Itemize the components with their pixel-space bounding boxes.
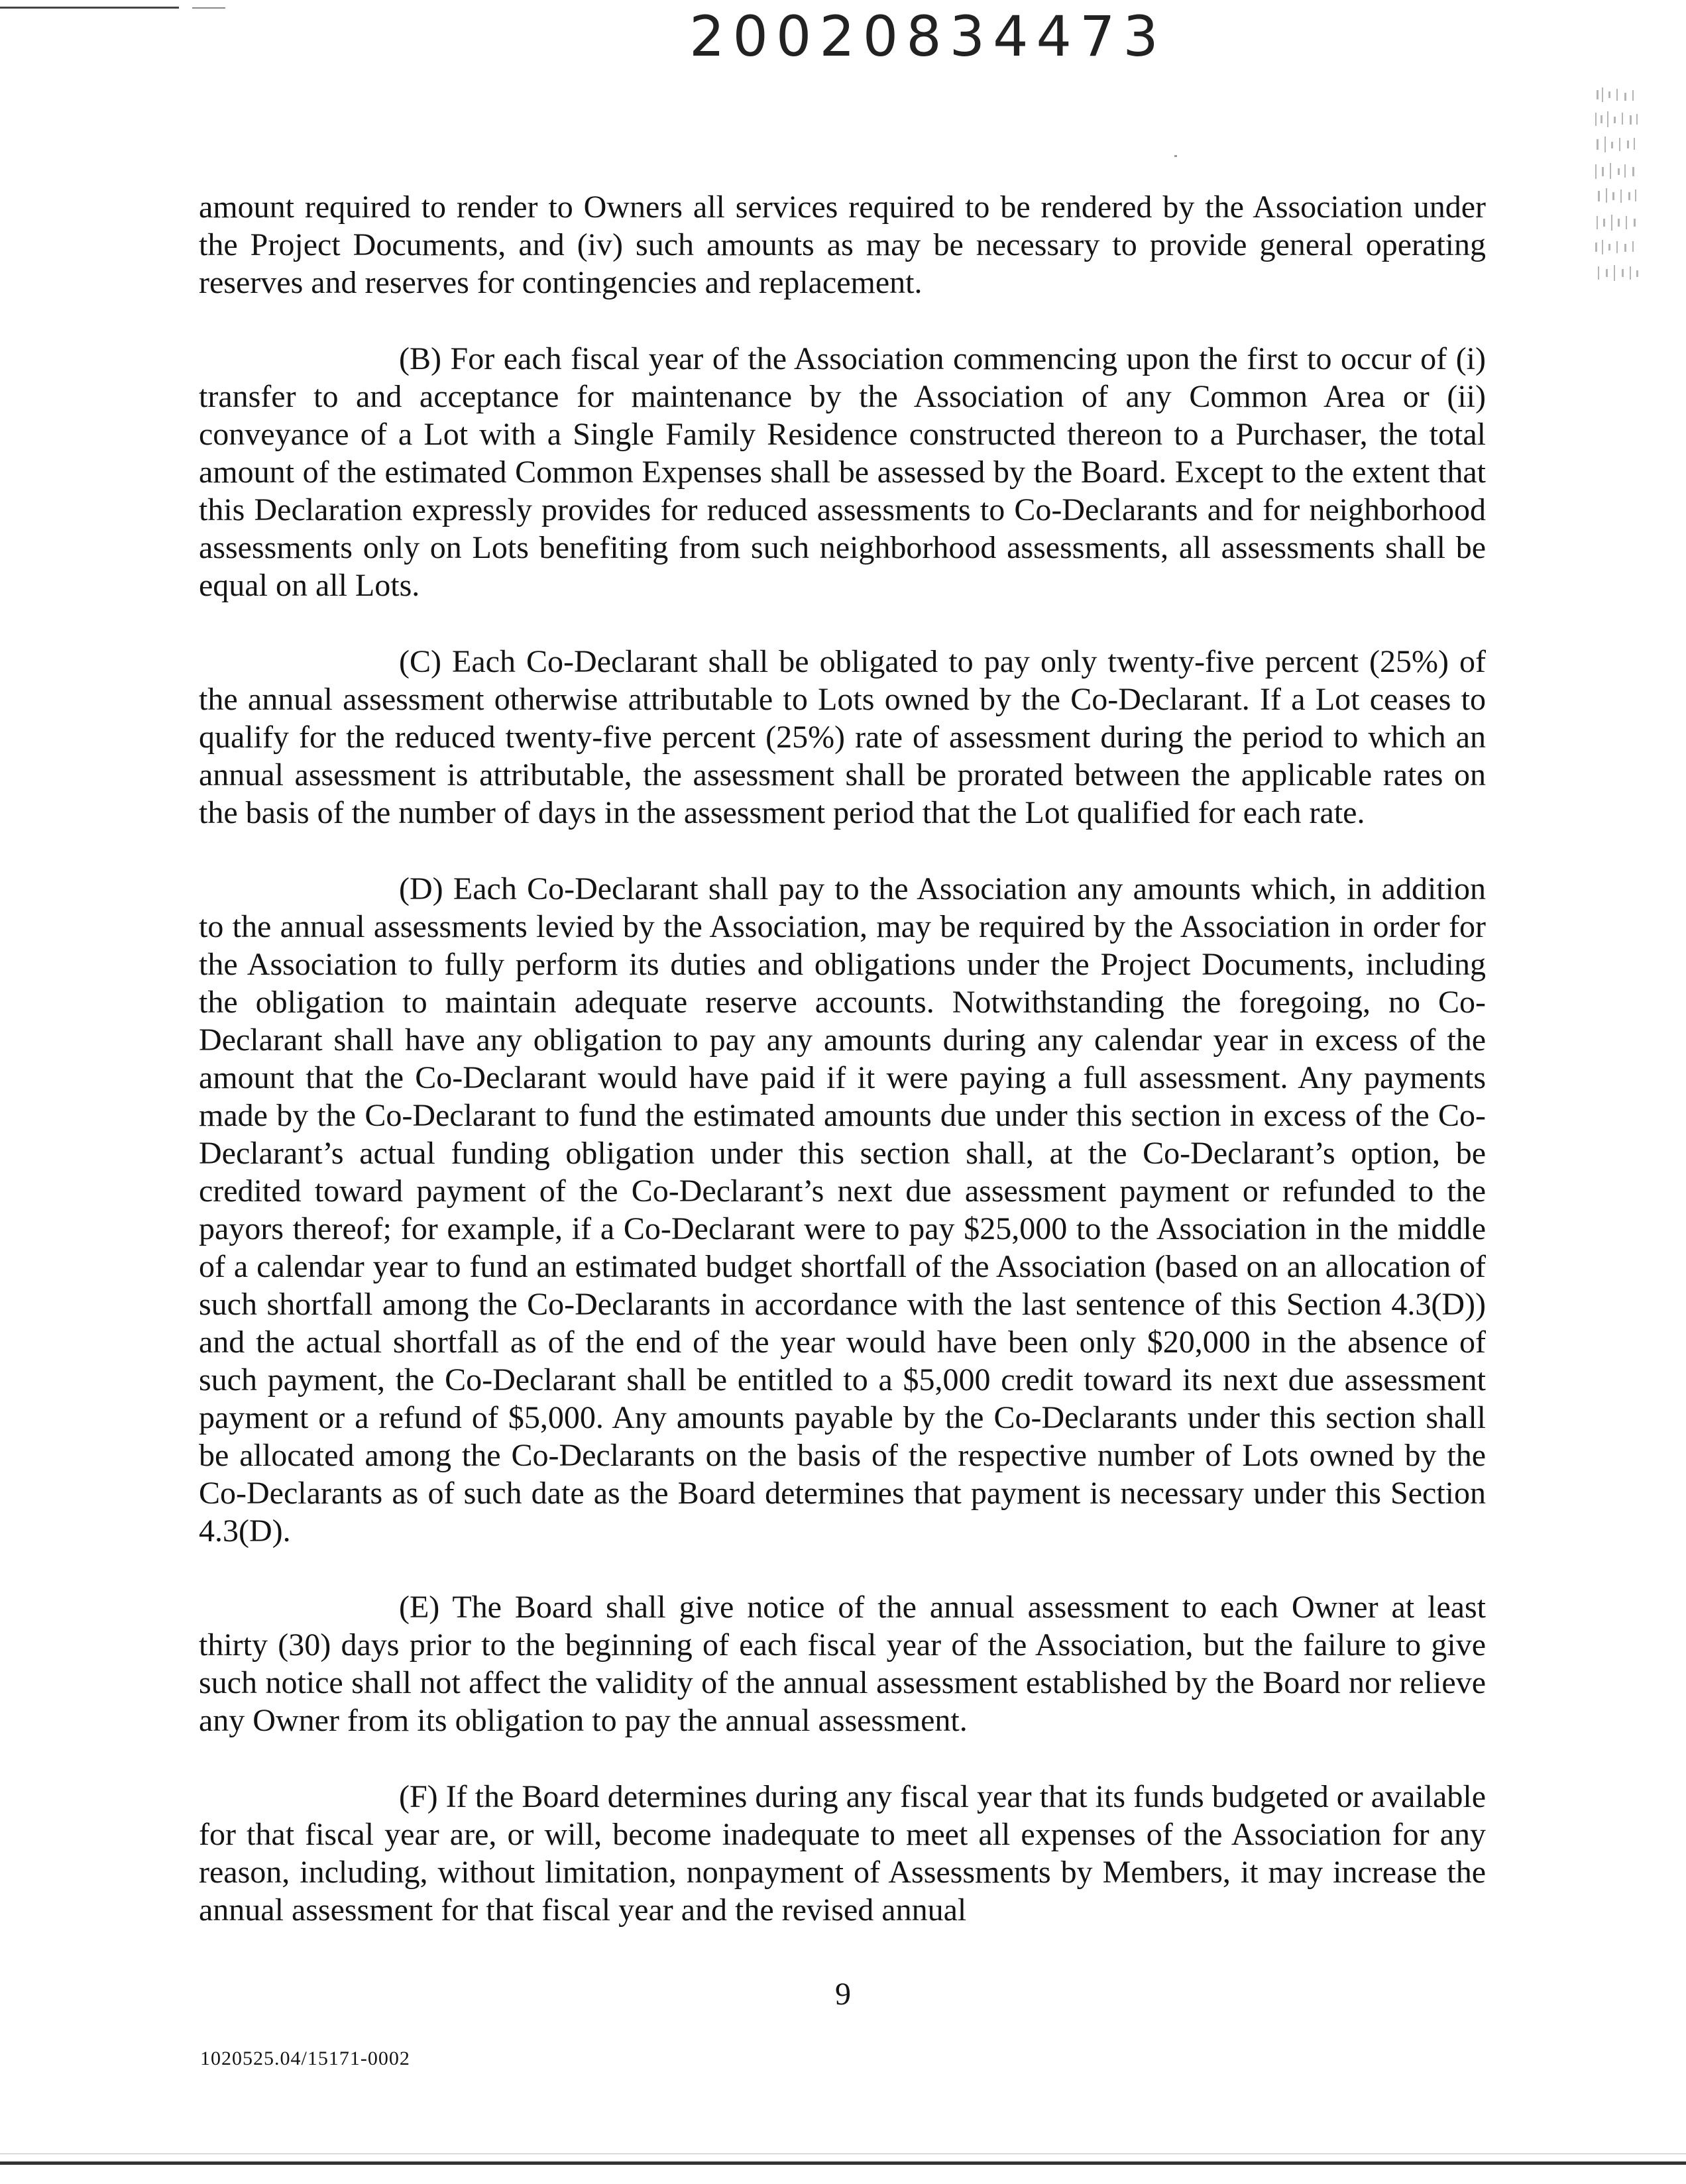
paragraph-b: (B) For each fiscal year of the Association commencing upon the first to occur of (i) transfer to and acceptance for maintenance by the Association of any Common Area or (ii) conveyance of a Lot with a Single Family Residence constructed thereon to a Purchaser, the total amount of the estimated Common Expenses shall be assessed by the Board. Except to the extent that this Declaration expressly provides for reduced assessments to Co-Declarants and for neighborhood assessments only on Lots benefiting from such neighborhood assessments, all assessments shall be equal on all Lots.	[199, 341, 1486, 603]
paragraph-d: (D) Each Co-Declarant shall pay to the Association any amounts which, in addition to the annual assessments levied by the Association, may be required by the Association in order for the Association to fully perform its duties and obligations under the Project Documents, including the obligation to maintain adequate reserve accounts. Notwithstanding the foregoing, no Co-Declarant shall have any obligation to pay any amounts during any calendar year in excess of the amount that the Co-Declarant would have paid if it were paying a full assessment. Any payments made by the Co-Declarant to fund the estimated amounts due under this section in excess of the Co-Declarant’s actual funding obligation under this section shall, at the Co-Declarant’s option, be credited toward payment of the Co-Declarant’s next due assessment payment or refunded to the payors thereof; for example, if a Co-Declarant were to pay $25,000 to the Association in the middle of a calendar year to fund an estimated budget shortfall of the Association (based on an allocation of such shortfall among the Co-Declarants in accordance with the last sentence of this Section 4.3(D)) and the actual shortfall as of the end of the year would have been only $20,000 in the absence of such payment, the Co-Declarant shall be entitled to a $5,000 credit toward its next due assessment payment or a refund of $5,000. Any amounts payable by the Co-Declarants under this section shall be allocated among the Co-Declarants on the basis of the respective number of Lots owned by the Co-Declarants as of such date as the Board determines that payment is necessary under this Section 4.3(D).	[199, 871, 1486, 1549]
paragraph-c: (C) Each Co-Declarant shall be obligated to pay only twenty-five percent (25%) of the annual assessment otherwise attributable to Lots owned by the Co-Declarant. If a Lot ceases to qualify for the reduced twenty-five percent (25%) rate of assessment during the period to which an annual assessment is attributable, the assessment shall be prorated between the applicable rates on the basis of the number of days in the assessment period that the Lot qualified for each rate.	[199, 644, 1486, 830]
paragraph-continuation: amount required to render to Owners all services required to be rendered by the Association under the Project Documents, and (iv) such amounts as may be necessary to provide general operating reserves and reserves for contingencies and replacement.	[199, 190, 1486, 300]
scan-speck	[1174, 155, 1177, 157]
paragraph-f: (F) If the Board determines during any fiscal year that its funds budgeted or available for that fiscal year are, or will, become inadequate to meet all expenses of the Association for any reason, including, without limitation, nonpayment of Assessments by Members, it may increase the annual assessment for that fiscal year and the revised annual	[199, 1779, 1486, 1928]
bottom-scan-rule	[0, 2161, 1686, 2165]
margin-stamp-mark	[1594, 86, 1640, 298]
page-number: 9	[835, 1977, 851, 2012]
paragraph-e: (E) The Board shall give notice of the annual assessment to each Owner at least thirty (30) days prior to the beginning of each fiscal year of the Association, but the failure to give such notice shall not affect the validity of the annual assessment established by the Board nor relieve any Owner from its obligation to pay the annual assessment.	[199, 1590, 1486, 1738]
document-id: 1020525.04/15171-0002	[200, 2048, 410, 2069]
recording-number: 20020834473	[689, 4, 1166, 69]
document-body	[199, 188, 1486, 1967]
top-scan-rule-fragment	[192, 7, 225, 9]
top-scan-rule	[0, 7, 179, 9]
